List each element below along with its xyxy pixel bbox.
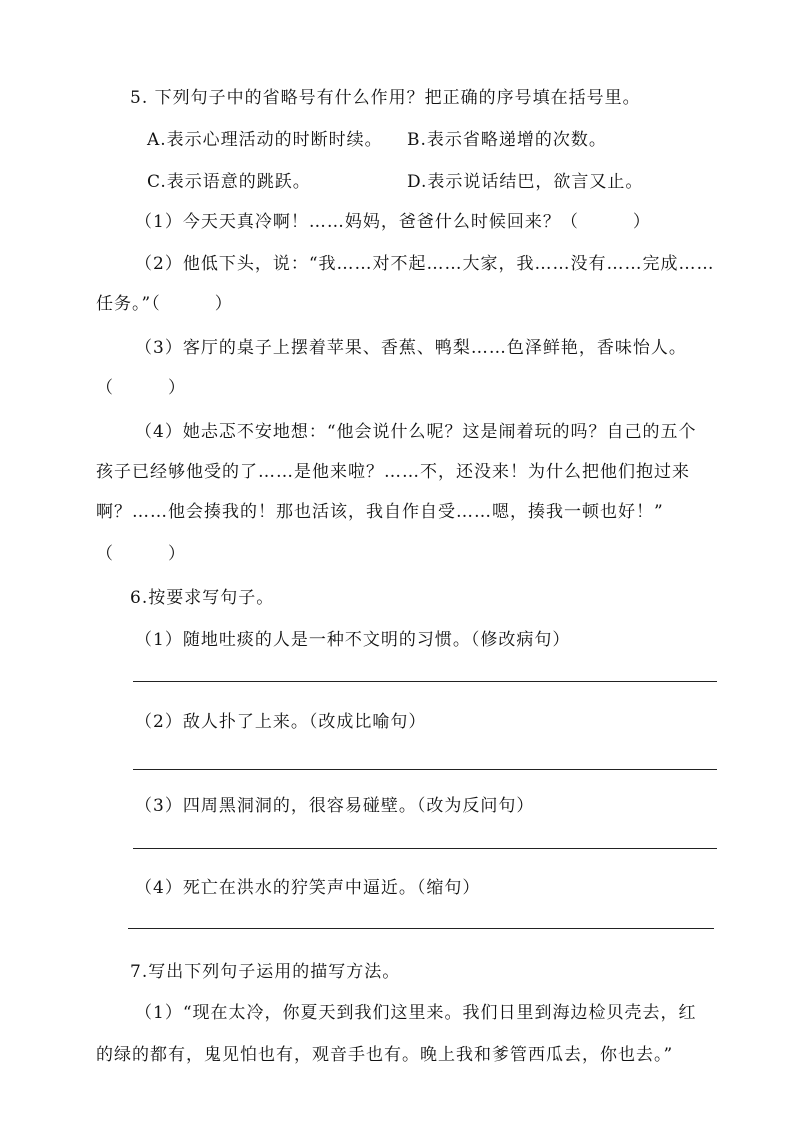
q7-item-1-line-1: （1）“现在太冷，你夏天到我们这里来。我们日里到海边检贝壳去，红: [135, 1003, 697, 1023]
question-7-title: 7.写出下列句子运用的描写方法。: [130, 962, 401, 982]
q5-item-2-line-2: 任务。”（ ）: [96, 294, 233, 314]
option-a: A.表示心理活动的时断时续。: [147, 130, 383, 150]
q6-item-4: （4）死亡在洪水的狞笑声中逼近。（缩句）: [135, 878, 481, 898]
q6-item-3: （3）四周黑洞洞的，很容易碰壁。（改为反问句）: [135, 796, 535, 816]
q5-item-3-line-2: （ ）: [96, 378, 186, 398]
answer-line-2[interactable]: [133, 769, 717, 770]
q6-item-2: （2）敌人扑了上来。（改成比喻句）: [135, 712, 427, 732]
answer-line-1[interactable]: [133, 681, 717, 682]
q5-item-3-line-1: （3）客厅的桌子上摆着苹果、香蕉、鸭梨……色泽鲜艳，香味怡人。: [135, 338, 687, 358]
q5-item-4-line-2: 孩子已经够他受的了……是他来啦？……不，还没来！为什么把他们抱过来: [96, 462, 690, 482]
q5-item-1: （1）今天天真冷啊！……妈妈，爸爸什么时候回来？（ ）: [135, 212, 651, 232]
q7-item-1-line-2: 的绿的都有，鬼见怕也有，观音手也有。晚上我和爹管西瓜去，你也去。”: [96, 1045, 674, 1065]
question-5-title: 5. 下列句子中的省略号有什么作用？把正确的序号填在括号里。: [130, 88, 641, 108]
q5-item-4-line-3: 啊？……他会揍我的！那也活该，我自作自受……嗯，揍我一顿也好！”: [96, 502, 664, 522]
answer-line-3[interactable]: [133, 848, 717, 849]
q5-item-2-line-1: （2）他低下头，说：“我……对不起……大家，我……没有……完成……: [135, 254, 715, 274]
option-b: B.表示省略递增的次数。: [407, 130, 607, 150]
q5-item-4-line-4: （ ）: [96, 544, 186, 564]
q6-item-1: （1）随地吐痰的人是一种不文明的习惯。（修改病句）: [135, 630, 571, 650]
option-d: D.表示说话结巴，欲言又止。: [407, 172, 644, 192]
question-6-title: 6.按要求写句子。: [130, 588, 275, 608]
answer-line-4[interactable]: [128, 928, 714, 929]
option-c: C.表示语意的跳跃。: [147, 172, 311, 192]
q5-item-4-line-1: （4）她忐忑不安地想：“他会说什么呢？这是闹着玩的吗？自己的五个: [135, 422, 697, 442]
